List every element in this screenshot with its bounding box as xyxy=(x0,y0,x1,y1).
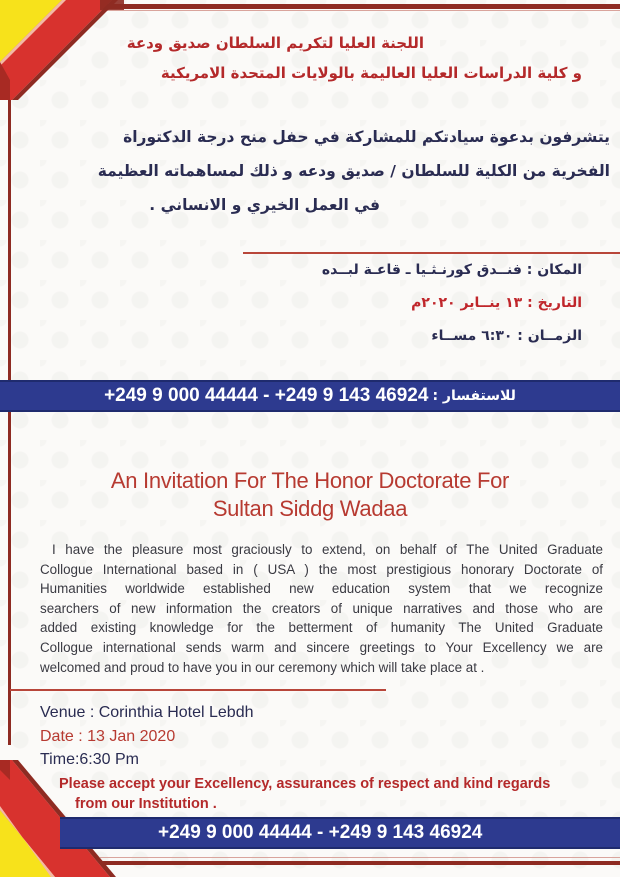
english-phone-bar xyxy=(60,817,620,849)
arabic-date: التاريخ : ١٣ ينــاير ٢٠٢٠م xyxy=(411,295,582,311)
english-body-line: Humanities worldwide established new education system that we recognize xyxy=(40,581,603,597)
arabic-body-line2: الفخرية من الكلية للسلطان / صديق ودعه و ذلك لمساهماته العظيمة xyxy=(97,162,610,180)
english-divider xyxy=(10,689,386,691)
arabic-divider xyxy=(243,252,620,254)
arabic-inquiry-bar xyxy=(0,380,620,412)
arabic-header-line2: و كلية الدراسات العليا العاليمة بالولايات المتحدة الامريكية xyxy=(160,64,582,82)
english-body-line: I have the pleasure most graciously to extend, on behalf of The United Graduate xyxy=(52,542,603,557)
top-border-line xyxy=(90,4,620,9)
top-border-accent xyxy=(90,10,620,11)
english-phone-numbers[interactable]: +249 9 000 44444 - +249 9 143 46924 xyxy=(158,822,483,843)
left-border-line xyxy=(8,80,11,745)
english-closing-line2: from our Institution . xyxy=(75,796,217,812)
english-title xyxy=(0,467,620,523)
english-title-line1: An Invitation For The Honor Doctorate For xyxy=(110,468,510,493)
english-venue: Venue : Corinthia Hotel Lebdh xyxy=(40,704,254,721)
english-body-line: Collogue international sends warm and sincere greetings to Your Excellency we are xyxy=(40,639,603,655)
arabic-time: الزمــان : ٦:٣٠ مســاء xyxy=(431,328,582,344)
arabic-header-line1: اللجنة العليا لتكريم السلطان صديق ودعة xyxy=(126,34,424,52)
inquiry-label: للاستفسار : xyxy=(432,388,516,404)
arabic-body-line3: في العمل الخيري و الانساني . xyxy=(149,196,380,214)
english-title-line2: Sultan Siddg Wadaa xyxy=(212,496,408,521)
top-left-ribbon-icon xyxy=(0,0,130,110)
bottom-border-line xyxy=(100,861,620,865)
arabic-body-line1: يتشرفون بدعوة سيادتكم للمشاركة في حفل منح درجة الدكتوراة xyxy=(123,128,610,146)
english-body-line: searchers of new information the creators of unique narratives and those who are xyxy=(40,600,603,616)
english-time: Time:6:30 Pm xyxy=(40,751,139,768)
english-body-line: Collogue International based in ( USA ) the most prestigious honorary Doctorate of xyxy=(40,561,603,577)
arabic-venue: المكان : فنــدق كورنـثـيا ـ قاعـة لبــده xyxy=(321,262,582,278)
english-body-line: added existing knowledge for the betterment of humanity The United Graduate xyxy=(40,620,603,636)
english-date: Date : 13 Jan 2020 xyxy=(40,728,176,745)
inquiry-phone-numbers[interactable]: +249 9 000 44444 - +249 9 143 46924 xyxy=(104,385,429,406)
english-closing-line1: Please accept your Excellency, assurances of respect and kind regards xyxy=(59,776,551,792)
bottom-border-accent xyxy=(100,857,620,858)
english-body-line: welcomed and proud to have you in our ceremony which will take place at . xyxy=(40,659,485,675)
english-body-paragraph xyxy=(40,540,603,677)
